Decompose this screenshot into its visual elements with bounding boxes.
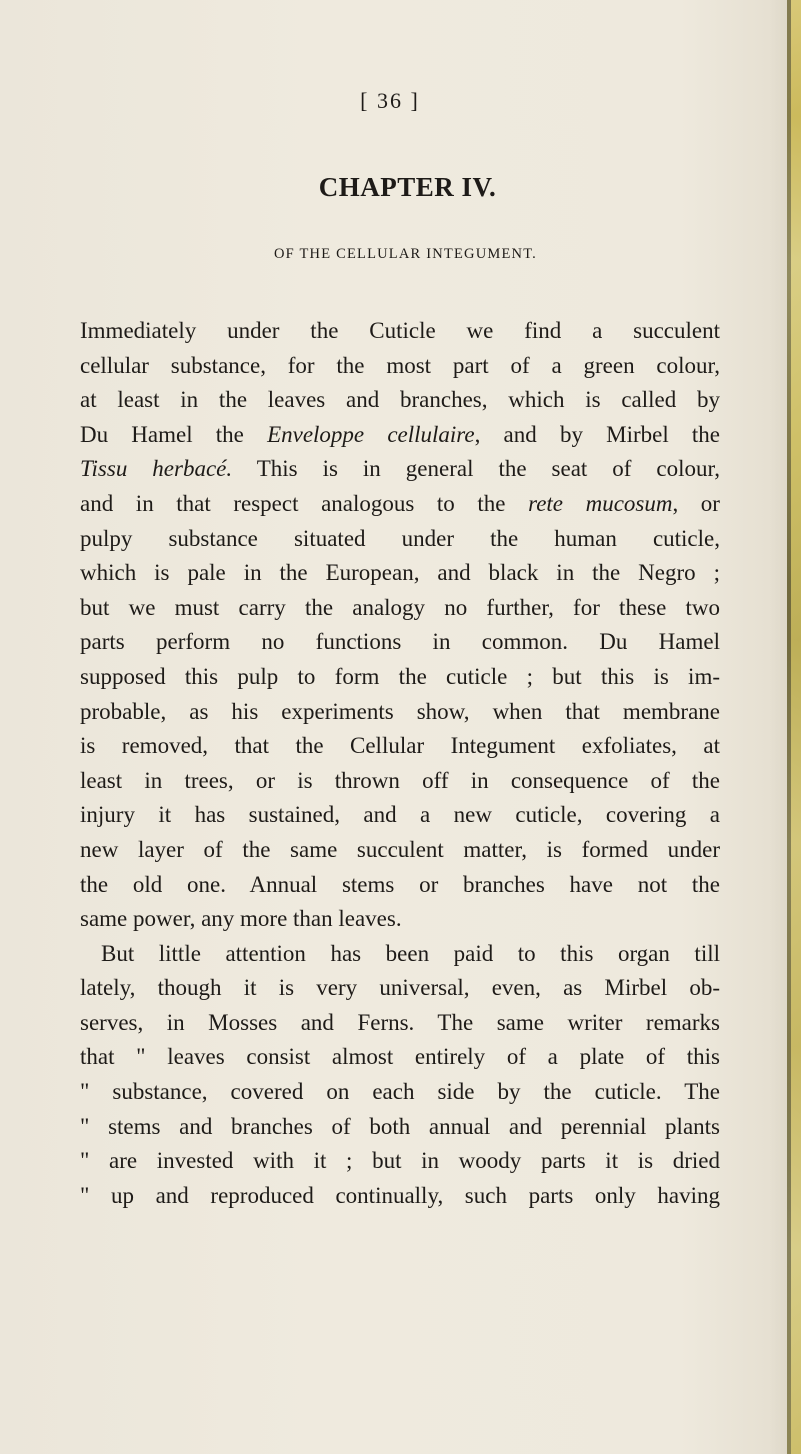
text-line: is removed, that the Cellular Integument exfoliates, at [80,733,720,759]
page-edge-shadow [787,0,791,1454]
text-line: probable, as his experiments show, when that membrane [80,698,720,724]
chapter-title: CHAPTER IV. [318,172,497,202]
italic-term: Enveloppe cellulaire [267,421,475,447]
text-line: cellular substance, for the most part of a green colour, [80,352,720,378]
text-line: Tissu herbacé. This is in general the seat of colour, [80,456,721,482]
text-line: " substance, covered on each side by the cuticle. The [80,1079,720,1105]
text-line: same power, any more than leaves. [80,906,402,932]
text-line: " are invested with it ; but in woody parts it is dried [80,1148,720,1174]
text-line: " stems and branches of both annual and perennial plants [80,1113,720,1139]
text-line: " up and reproduced continually, such parts only having [80,1182,720,1208]
italic-term: rete mucosum [528,490,673,516]
text-line: new layer of the same succulent matter, is formed under [80,836,720,862]
text-line: serves, in Mosses and Ferns. The same writer remarks [80,1009,720,1035]
text-line: Immediately under the Cuticle we find a succulent [80,318,720,343]
text-line: injury it has sustained, and a new cuticle, covering a [80,802,720,828]
text-line: but we must carry the analogy no further, for these two [80,594,720,620]
italic-term: Tissu herbacé. [80,456,233,482]
text-line: which is pale in the European, and black in the Negro ; [80,560,720,586]
text-line: parts perform no functions in common. Du Hamel [80,629,720,655]
body-text [80,314,720,1213]
text-line: at least in the leaves and branches, which is called by [80,387,720,413]
text-line: lately, though it is very universal, even, as Mirbel ob- [80,975,720,1001]
page-number: [ 36 ] [360,88,420,113]
text-line: Du Hamel the Enveloppe cellulaire, and by Mirbel the [80,421,721,447]
text-line: least in trees, or is thrown off in consequence of the [80,767,720,793]
text-line: and in that respect analogous to the rete mucosum, or [80,490,720,516]
text-line: that " leaves consist almost entirely of a plate of this [80,1044,720,1070]
section-title: OF THE CELLULAR INTEGUMENT. [273,246,538,262]
text-line: supposed this pulp to form the cuticle ; but this is im- [80,663,720,689]
text-line: the old one. Annual stems or branches have not the [80,871,720,897]
text-line: pulpy substance situated under the human cuticle, [80,525,720,551]
text-line: But little attention has been paid to this organ till [101,940,720,966]
